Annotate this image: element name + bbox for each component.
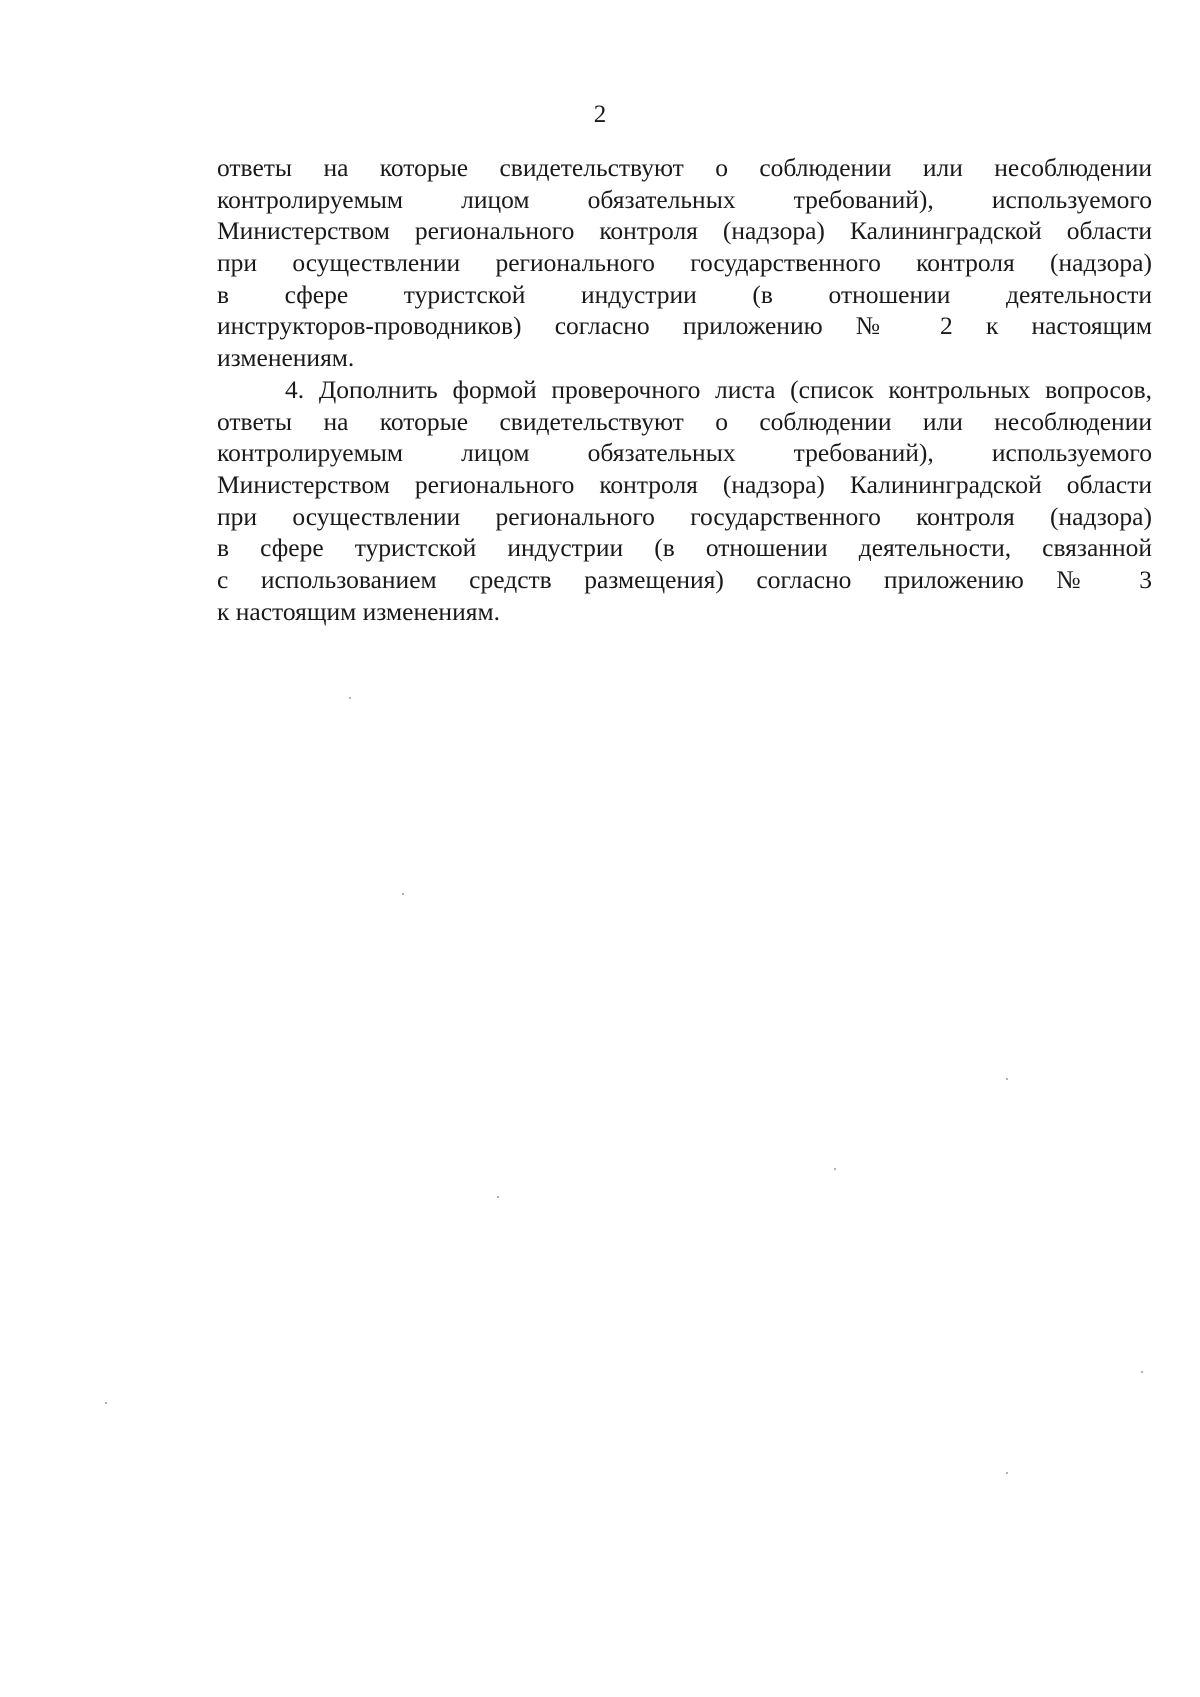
scan-speck	[1141, 1371, 1143, 1373]
text-line: ответы на которые свидетельствуют о соблюдении или несоблюдении	[217, 153, 1152, 182]
text-line: изменениям.	[217, 343, 355, 373]
paragraph-4	[217, 374, 1152, 628]
scan-speck	[1006, 1472, 1008, 1474]
text-line: при осуществлении регионального государственного контроля (надзора)	[217, 501, 1152, 531]
text-line: инструкторов-проводников) согласно приложению № 2 к настоящим	[217, 311, 1152, 341]
page-number: 2	[593, 101, 607, 128]
scan-speck	[402, 893, 404, 895]
text-line: с использованием средств размещения) согласно приложению № 3	[217, 564, 1152, 594]
text-line: при осуществлении регионального государственного контроля (надзора)	[217, 248, 1152, 278]
text-line: Министерством регионального контроля (надзора) Калининградской области	[217, 469, 1152, 499]
text-line: контролируемым лицом обязательных требований), используемого	[217, 184, 1152, 214]
text-line: в сфере туристской индустрии (в отношении деятельности, связанной	[217, 533, 1152, 563]
text-line: 4. Дополнить формой проверочного листа (список контрольных вопросов,	[285, 374, 1152, 404]
text-line: контролируемым лицом обязательных требований), используемого	[217, 438, 1152, 468]
text-line: ответы на которые свидетельствуют о соблюдении или несоблюдении	[217, 406, 1152, 436]
document-body	[217, 152, 1152, 627]
scan-speck	[834, 1168, 836, 1170]
text-line: к настоящим изменениям.	[217, 596, 500, 626]
scan-speck	[497, 1196, 499, 1198]
scan-speck	[105, 1402, 107, 1404]
paragraph-continuation	[217, 152, 1152, 374]
scan-speck	[349, 697, 351, 699]
text-line: Министерством регионального контроля (надзора) Калининградской области	[217, 216, 1152, 246]
text-line: в сфере туристской индустрии (в отношении деятельности	[217, 279, 1152, 309]
scan-speck	[1006, 1078, 1008, 1080]
